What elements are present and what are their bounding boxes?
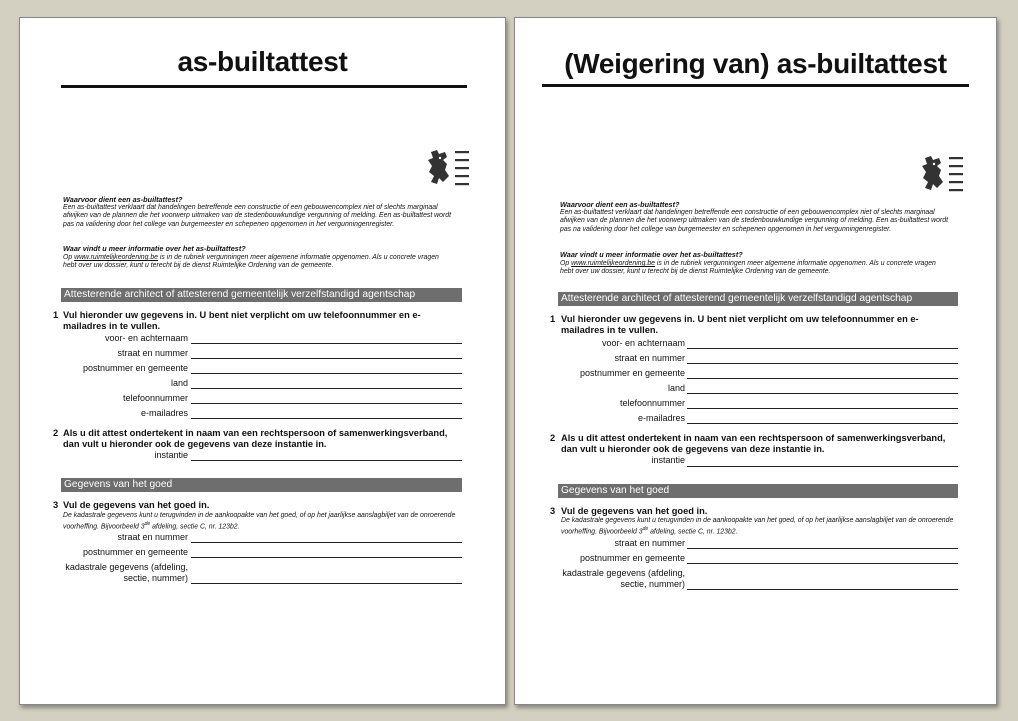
field-label: postnummer en gemeente (579, 368, 685, 378)
form-page-weigering-as-builtattest (514, 17, 997, 705)
form-page-as-builtattest (19, 17, 506, 705)
phone-input-line[interactable] (687, 408, 958, 409)
question-number: 1 (550, 314, 556, 324)
field-label: straat en nummer (117, 348, 188, 358)
country-input-line[interactable] (687, 393, 958, 394)
section-header-architect: Attesterende architect of attesterend gemeentelijk verzelfstandigd agentschap (61, 288, 462, 302)
phone-input-line[interactable] (191, 403, 462, 404)
flemish-lion-logo-icon (919, 154, 969, 194)
cadastral-input-line[interactable] (687, 589, 958, 590)
field-label: telefoonnummer (122, 393, 188, 403)
flemish-lion-logo-icon (425, 148, 475, 188)
cadastral-input-line[interactable] (191, 583, 462, 584)
section-header-architect: Attesterende architect of attesterend gemeentelijk verzelfstandigd agentschap (558, 292, 958, 306)
field-label: postnummer en gemeente (579, 553, 685, 563)
page-title: (Weigering van) as-builtattest (564, 48, 947, 79)
info-heading-more: Waar vindt u meer informatie over het as-builtattest? (560, 250, 743, 259)
field-label: straat en nummer (117, 532, 188, 542)
field-label: land (170, 378, 188, 388)
instance-input-line[interactable] (191, 460, 462, 461)
info-text-more: Op www.ruimtelijkeordening.be is in de rubriek vergunningen meer algemene informatie opgenomen. Als u concrete vragen hebt over uw dossier, kunt u terecht bij de dienst Ruimtelijke Ordening van de gemeente. (63, 254, 439, 270)
question-1-text: Vul hieronder uw gegevens in. U bent niet verplicht om uw telefoonnummer en e-mailadres in te vullen. (561, 314, 919, 335)
page-title: as-builtattest (177, 46, 348, 77)
info-heading-purpose: Waarvoor dient een as-builtattest? (560, 200, 680, 209)
instance-input-line[interactable] (687, 466, 958, 467)
field-label: postnummer en gemeente (82, 547, 188, 557)
field-label: instantie (154, 450, 188, 460)
info-heading-more: Waar vindt u meer informatie over het as-builtattest? (63, 244, 246, 253)
question-3-text: Vul de gegevens van het goed in. (63, 500, 210, 510)
question-number: 3 (550, 506, 556, 516)
title-rule (61, 85, 467, 88)
property-street-input-line[interactable] (191, 542, 462, 543)
field-label: instantie (651, 455, 685, 465)
section-header-property: Gegevens van het goed (558, 484, 958, 498)
info-text-purpose: Een as-builtattest verklaart dat handelingen betreffende een constructie of een gebouwencomplex niet of slechts marginaal afwijken van de plannen die het voorwerp uitmaken van de stedenbouwkundige vergunning of melding. Een as-builtattest wordt pas na validering door het college van burgemeester en schepenen opgenomen in het vergunningenregister. (560, 209, 949, 233)
question-3-note: De kadastrale gegevens kunt u terugvinden in de aankoopakte van het goed, of op het jaarlijkse aanslagbiljet van de onroerende voorheffing. Bijvoorbeeld 3de afdeling, sectie C, nr. 123b2. (63, 512, 456, 531)
section-header-property: Gegevens van het goed (61, 478, 462, 492)
question-3-text: Vul de gegevens van het goed in. (561, 506, 708, 516)
question-number: 2 (550, 433, 556, 443)
question-number: 3 (53, 500, 59, 510)
info-heading-purpose: Waarvoor dient een as-builtattest? (63, 195, 183, 204)
info-text-purpose: Een as-builtattest verklaart dat handelingen betreffende een constructie of een gebouwencomplex niet of slechts marginaal afwijken van de plannen die het voorwerp uitmaken van de stedenbouwkundige vergunning of melding. Een as-builtattest wordt pas na validering door het college van burgemeester en schepenen opgenomen in het vergunningenregister. (63, 204, 452, 228)
name-input-line[interactable] (191, 343, 462, 344)
question-3-note: De kadastrale gegevens kunt u terugvinden in de aankoopakte van het goed, of op het jaarlijkse aanslagbiljet van de onroerende voorheffing. Bijvoorbeeld 3de afdeling, sectie C, nr. 123b2. (561, 517, 954, 536)
field-label: e-mailadres (140, 408, 188, 418)
street-input-line[interactable] (191, 358, 462, 359)
question-1-text: Vul hieronder uw gegevens in. U bent niet verplicht om uw telefoonnummer en e-mailadres in te vullen. (63, 310, 421, 331)
website-link[interactable]: www.ruimtelijkeordening.be (571, 260, 655, 267)
property-street-input-line[interactable] (687, 548, 958, 549)
property-postcode-input-line[interactable] (687, 563, 958, 564)
field-label: straat en nummer (614, 538, 685, 548)
postcode-input-line[interactable] (687, 378, 958, 379)
field-label: voor- en achternaam (104, 333, 188, 343)
question-2-text: Als u dit attest ondertekent in naam van een rechtspersoon of samenwerkingsverband, dan vult u hieronder ook de gegevens van deze instantie in. (63, 428, 448, 449)
field-label: postnummer en gemeente (82, 363, 188, 373)
postcode-input-line[interactable] (191, 373, 462, 374)
street-input-line[interactable] (687, 363, 958, 364)
question-number: 2 (53, 428, 59, 438)
email-input-line[interactable] (191, 418, 462, 419)
property-postcode-input-line[interactable] (191, 557, 462, 558)
question-2-text: Als u dit attest ondertekent in naam van een rechtspersoon of samenwerkingsverband, dan vult u hieronder ook de gegevens van deze instantie in. (561, 433, 946, 454)
name-input-line[interactable] (687, 348, 958, 349)
country-input-line[interactable] (191, 388, 462, 389)
field-label: e-mailadres (637, 413, 685, 423)
field-label: land (667, 383, 685, 393)
field-label: voor- en achternaam (601, 338, 685, 348)
website-link[interactable]: www.ruimtelijkeordening.be (74, 254, 158, 261)
field-label: telefoonnummer (619, 398, 685, 408)
field-label: kadastrale gegevens (afdeling, sectie, nummer) (562, 568, 685, 589)
email-input-line[interactable] (687, 423, 958, 424)
question-number: 1 (53, 310, 59, 320)
info-text-more: Op www.ruimtelijkeordening.be is in de rubriek vergunningen meer algemene informatie opgenomen. Als u concrete vragen hebt over uw dossier, kunt u terecht bij de dienst Ruimtelijke Ordening van de gemeente. (560, 260, 936, 276)
title-rule (542, 84, 969, 87)
field-label: kadastrale gegevens (afdeling, sectie, nummer) (65, 562, 188, 583)
field-label: straat en nummer (614, 353, 685, 363)
